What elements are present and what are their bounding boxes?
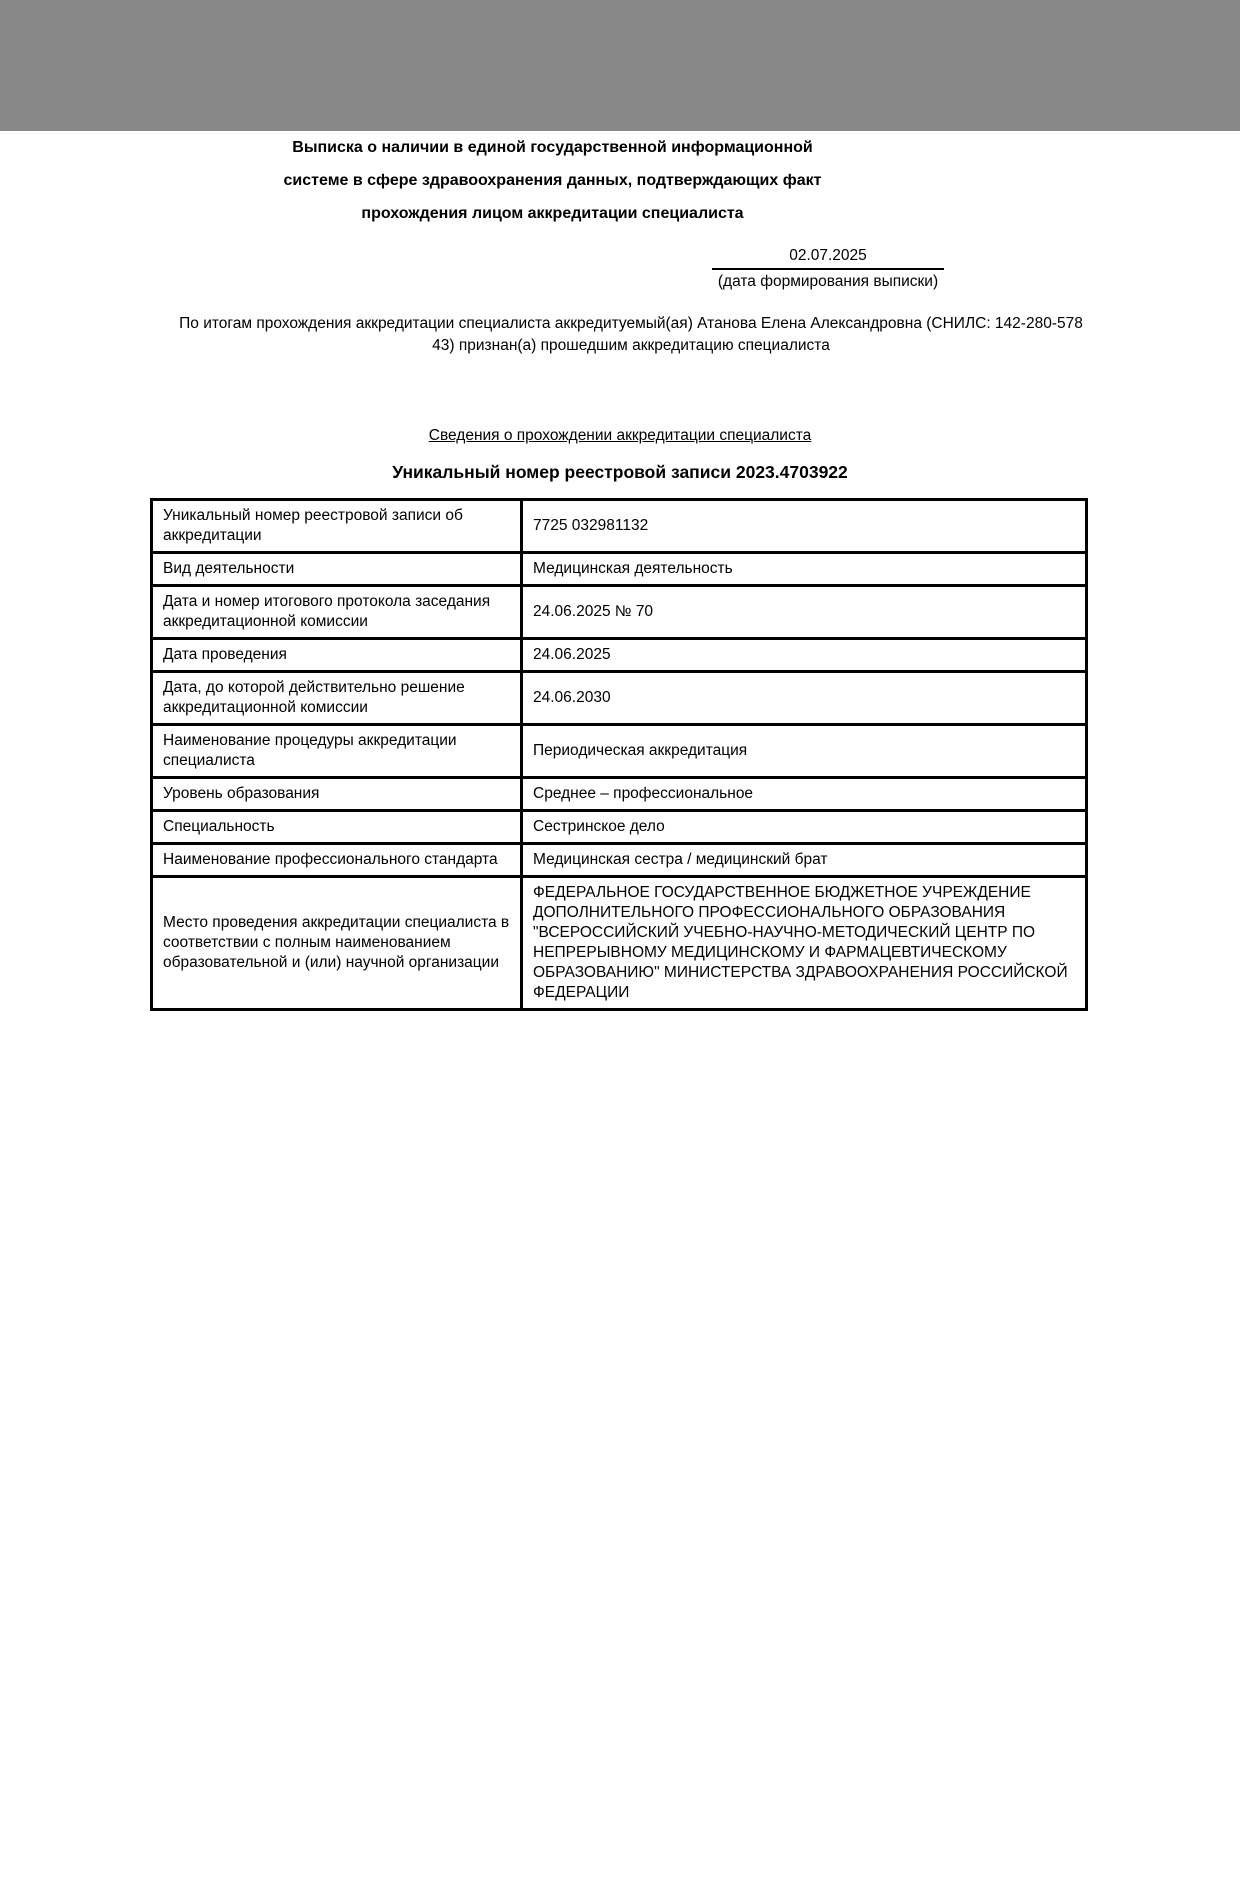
document-title-line: системе в сфере здравоохранения данных, подтверждающих факт bbox=[283, 172, 822, 189]
registry-number-heading: Уникальный номер реестровой записи 2023.4703922 bbox=[392, 462, 848, 482]
table-row bbox=[152, 586, 1087, 639]
table-label-cell: Специальность bbox=[152, 811, 522, 844]
table-row bbox=[152, 778, 1087, 811]
table-label-cell: Уровень образования bbox=[152, 778, 522, 811]
table-label-cell: Дата, до которой действительно решение аккредитационной комиссии bbox=[152, 672, 522, 725]
table-value-cell: 24.06.2025 № 70 bbox=[522, 586, 1087, 639]
intro-paragraph bbox=[150, 313, 1112, 357]
document-title bbox=[260, 131, 845, 230]
table-row bbox=[152, 844, 1087, 877]
table-row bbox=[152, 639, 1087, 672]
document-title-line: Выписка о наличии в единой государственной информационной bbox=[292, 139, 813, 156]
table-value-cell: 24.06.2030 bbox=[522, 672, 1087, 725]
table-label-cell: Дата и номер итогового протокола заседания аккредитационной комиссии bbox=[152, 586, 522, 639]
table-label-cell: Вид деятельности bbox=[152, 553, 522, 586]
intro-paragraph-line: По итогам прохождения аккредитации специалиста аккредитуемый(ая) Атанова Елена Александровна (СНИЛС: 142-280-578 bbox=[179, 315, 1083, 332]
table-value-cell: 7725 032981132 bbox=[522, 500, 1087, 553]
formation-date-block bbox=[712, 246, 944, 291]
table-label-cell: Уникальный номер реестровой записи об аккредитации bbox=[152, 500, 522, 553]
table-row bbox=[152, 811, 1087, 844]
table-row bbox=[152, 877, 1087, 1010]
formation-date-value: 02.07.2025 bbox=[712, 246, 944, 270]
section-heading: Сведения о прохождении аккредитации специалиста bbox=[428, 427, 812, 444]
formation-date-caption: (дата формирования выписки) bbox=[717, 273, 939, 290]
table-label-cell: Дата проведения bbox=[152, 639, 522, 672]
table-value-cell: ФЕДЕРАЛЬНОЕ ГОСУДАРСТВЕННОЕ БЮДЖЕТНОЕ УЧРЕЖДЕНИЕ ДОПОЛНИТЕЛЬНОГО ПРОФЕССИОНАЛЬНОГО ОБРАЗОВАНИЯ "ВСЕРОССИЙСКИЙ УЧЕБНО-НАУЧНО-МЕТОДИЧЕСКИЙ ЦЕНТР ПО НЕПРЕРЫВНОМУ МЕДИЦИНСКОМУ И ФАРМАЦЕВТИЧЕСКОМУ ОБРАЗОВАНИЮ" МИНИСТЕРСТВА ЗДРАВООХРАНЕНИЯ РОССИЙСКОЙ ФЕДЕРАЦИИ bbox=[522, 877, 1087, 1010]
table-row bbox=[152, 500, 1087, 553]
table-label-cell: Наименование процедуры аккредитации специалиста bbox=[152, 725, 522, 778]
table-label-cell: Место проведения аккредитации специалиста в соответствии с полным наименованием образовательной и (или) научной организации bbox=[152, 877, 522, 1010]
table-value-cell: Медицинская деятельность bbox=[522, 553, 1087, 586]
table-value-cell: Периодическая аккредитация bbox=[522, 725, 1087, 778]
table-value-cell: Медицинская сестра / медицинский брат bbox=[522, 844, 1087, 877]
document-title-line: прохождения лицом аккредитации специалиста bbox=[361, 205, 744, 222]
table-value-cell: 24.06.2025 bbox=[522, 639, 1087, 672]
table-row bbox=[152, 725, 1087, 778]
table-value-cell: Сестринское дело bbox=[522, 811, 1087, 844]
document-page bbox=[0, 131, 1240, 1886]
table-row bbox=[152, 553, 1087, 586]
accreditation-table bbox=[150, 498, 1088, 1011]
table-value-cell: Среднее – профессиональное bbox=[522, 778, 1087, 811]
table-row bbox=[152, 672, 1087, 725]
table-label-cell: Наименование профессионального стандарта bbox=[152, 844, 522, 877]
intro-paragraph-line: 43) признан(а) прошедшим аккредитацию специалиста bbox=[432, 337, 830, 354]
